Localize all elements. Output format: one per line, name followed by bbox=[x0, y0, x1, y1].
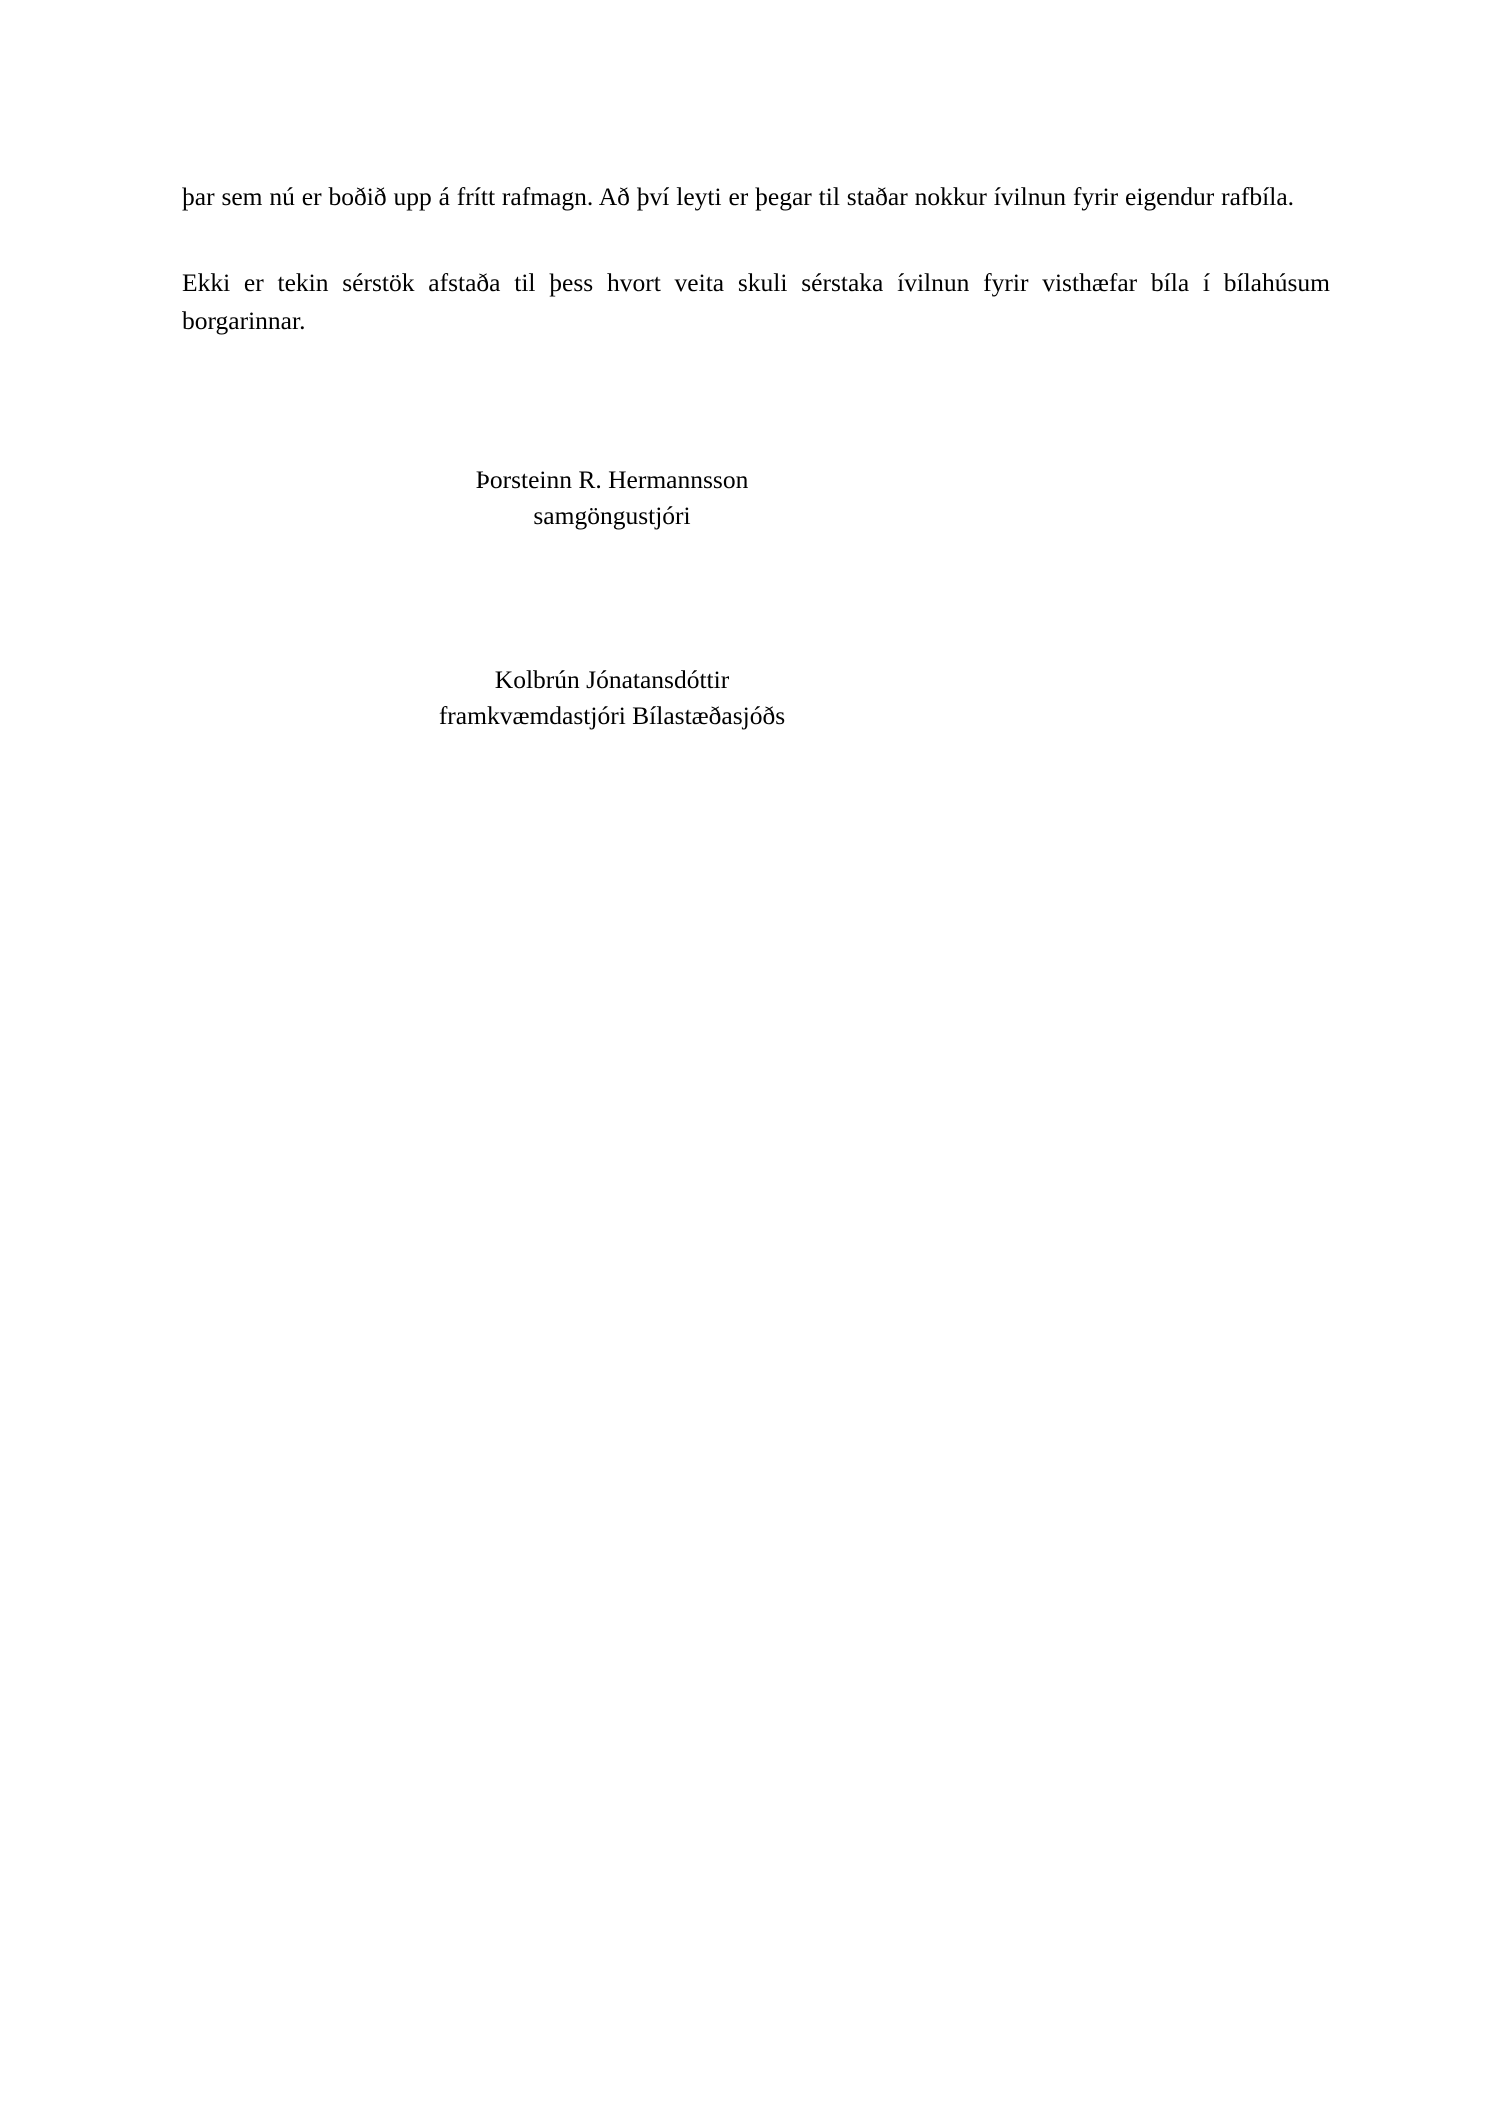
signature-block bbox=[182, 462, 1330, 734]
paragraph-2: Ekki er tekin sérstök afstaða til þess hvort veita skuli sérstaka ívilnun fyrir visthæfar bíla í bílahúsum borgarinnar. bbox=[182, 268, 1330, 335]
signature-1-name: Þorsteinn R. Hermannsson bbox=[475, 465, 749, 494]
signature-1-title: samgöngustjóri bbox=[533, 501, 691, 530]
document-body bbox=[182, 178, 1330, 340]
signature-spacer bbox=[182, 534, 1330, 662]
signature-2 bbox=[182, 662, 1042, 734]
signature-2-name: Kolbrún Jónatansdóttir bbox=[494, 665, 730, 694]
paragraph-spacer bbox=[182, 216, 1330, 264]
signature-1 bbox=[182, 462, 1042, 534]
paragraph-1: þar sem nú er boðið upp á frítt rafmagn. Að því leyti er þegar til staðar nokkur ívilnun fyrir eigendur rafbíla. bbox=[182, 182, 1295, 211]
signature-2-title: framkvæmdastjóri Bílastæðasjóðs bbox=[438, 701, 786, 730]
